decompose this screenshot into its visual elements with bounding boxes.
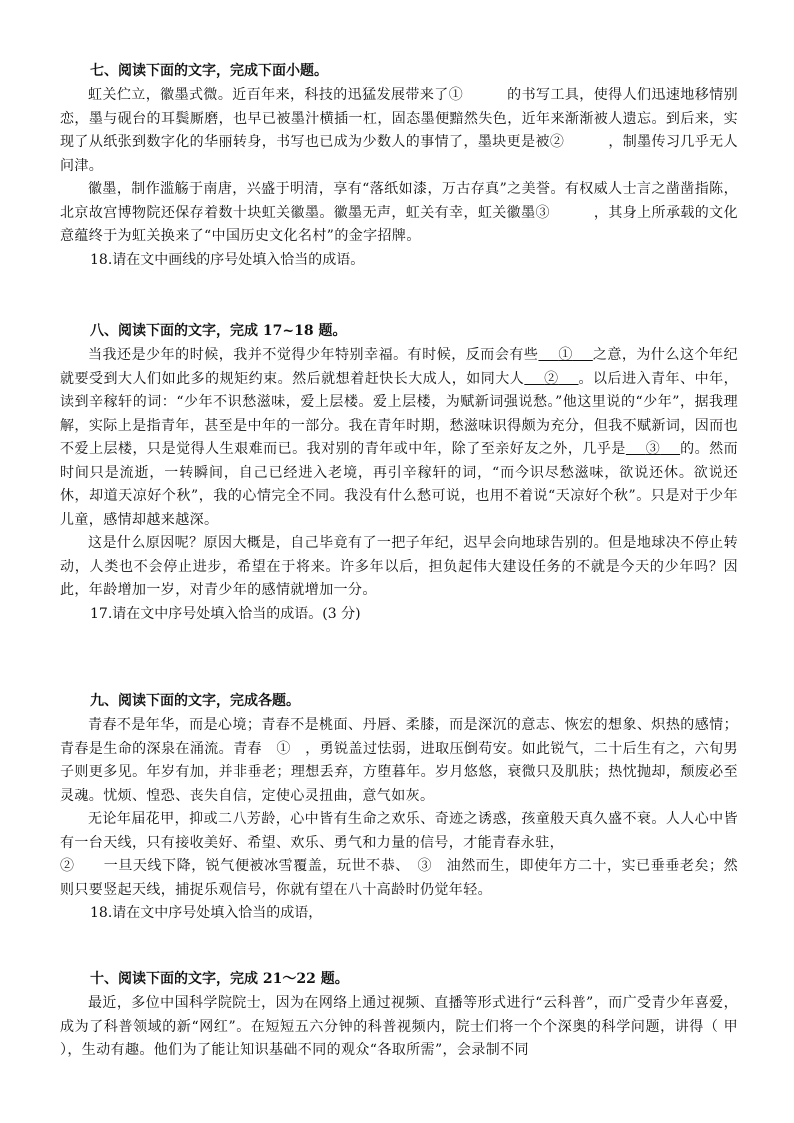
section-7 bbox=[60, 60, 738, 272]
section-9-paragraph-2: 无论年届花甲，抑或二八芳龄，心中皆有生命之欢乐、奇迹之诱惑，孩童般天真久盛不衰。人人心中皆有一台天线，只有接收美好、希望、欢乐、勇气和力量的信号，才能青春永驻， bbox=[60, 811, 738, 851]
section-8-paragraph-2: 这是什么原因呢？原因大概是，自己毕竟有了一把子年纪，迟早会向地球告别的。但是地球决不停止转动，人类也不会停止进步，希望在于将来。许多年以后，担负起伟大建设任务的不就是今天的少年吗？因此，年龄增加一岁，对青少年的感情就增加一分。 bbox=[60, 535, 738, 598]
section-7-paragraph-1: 虹关伫立，徽墨式微。近百年来，科技的迅猛发展带来了① 的书写工具，使得人们迅速地移情别恋，墨与砚台的耳鬓厮磨，也早已被墨汁横插一杠，固态墨便黯然失色，近年来渐渐被人遗忘。到后来，实现了从纸张到数字化的华丽转身，书写也已成为少数人的事情了，墨块更是被② ，制墨传习几乎无人问津。 bbox=[60, 87, 738, 174]
section-10-paragraph-1: 最近，多位中国科学院院士，因为在网络上通过视频、直播等形式进行“云科普”，而广受青少年喜爱，成为了科普领域的新“网红”。在短短五六分钟的科普视频内，院士们将一个个深奥的科学问题，讲得（ 甲 ），生动有趣。他们为了能让知识基础不同的观众“各取所需”，会录制不同 bbox=[60, 995, 738, 1058]
section-8-title: 八、阅读下面的文字，完成 17~18 题。 bbox=[90, 323, 347, 339]
section-9-paragraph-3: ② 一旦天线下降，锐气便被冰雪覆盖，玩世不恭、 ③ 油然而生，即使年方二十，实已垂垂老矣；然则只要竖起天线，捕捉乐观信号，你就有望在八十高龄时仍觉年轻。 bbox=[60, 858, 738, 898]
section-8 bbox=[60, 320, 738, 626]
section-7-title: 七、阅读下面的文字，完成下面小题。 bbox=[90, 63, 328, 79]
section-9-title: 九、阅读下面的文字，完成各题。 bbox=[90, 693, 300, 709]
section-7-question: 18.请在文中画线的序号处填入恰当的成语。 bbox=[90, 251, 365, 268]
section-9 bbox=[60, 690, 738, 926]
section-8-question: 17.请在文中序号处填入恰当的成语。(3 分) bbox=[90, 605, 361, 622]
section-9-paragraph-1: 青春不是年华，而是心境；青春不是桃面、丹唇、柔膝，而是深沉的意志、恢宏的想象、炽热的感情；青春是生命的深泉在涌流。青春 ① ，勇锐盖过怯弱，进取压倒苟安。如此锐气，二十后生有之，六旬男子则更多见。年岁有加，并非垂老；理想丢弃，方堕暮年。岁月悠悠，衰微只及肌肤；热忱抛却，颓废必至灵魂。忧烦、惶恐、丧失自信，定使心灵扭曲，意气如灰。 bbox=[60, 717, 738, 804]
section-8-paragraph-1: 当我还是少年的时候，我并不觉得少年特别幸福。有时候，反而会有些 ① 之意，为什么这个年纪就要受到大人们如此多的规矩约束。然后就想着赶快长大成人，如同大人 ② 。以后进入青年、中年，读到辛稼轩的词：“少年不识愁滋味，爱上层楼。爱上层楼，为赋新词强说愁。”他这里说的“少年”，据我理解，实际上是指青年，甚至是中年的一部分。我在青年时期，愁滋味识得颇为充分，但我不赋新词，因而也不爱上层楼，只是觉得人生艰难而已。我对别的青年或中年，除了至亲好友之外，几乎是 ③ 的。然而时间只是流逝，一转瞬间，自己已经进入老境，再引辛稼轩的词，“而今识尽愁滋味，欲说还休。欲说还休，却道天凉好个秋”，我的心情完全不同。我没有什么愁可说，也用不着说“天凉好个秋”。只是对于少年儿童，感情却越来越深。 bbox=[60, 347, 738, 528]
section-9-question: 18.请在文中序号处填入恰当的成语， bbox=[90, 905, 323, 921]
section-10 bbox=[60, 968, 738, 1063]
section-10-title: 十、阅读下面的文字，完成 21～22 题。 bbox=[90, 971, 349, 987]
section-7-paragraph-2: 徽墨，制作滥觞于南唐，兴盛于明清，享有“落纸如漆，万古存真”之美誉。有权威人士言之凿凿指陈，北京故宫博物院还保存着数十块虹关徽墨。徽墨无声，虹关有幸，虹关徽墨③ ，其身上所承载的文化意蕴终于为虹关换来了“中国历史文化名村”的金字招牌。 bbox=[60, 181, 738, 244]
